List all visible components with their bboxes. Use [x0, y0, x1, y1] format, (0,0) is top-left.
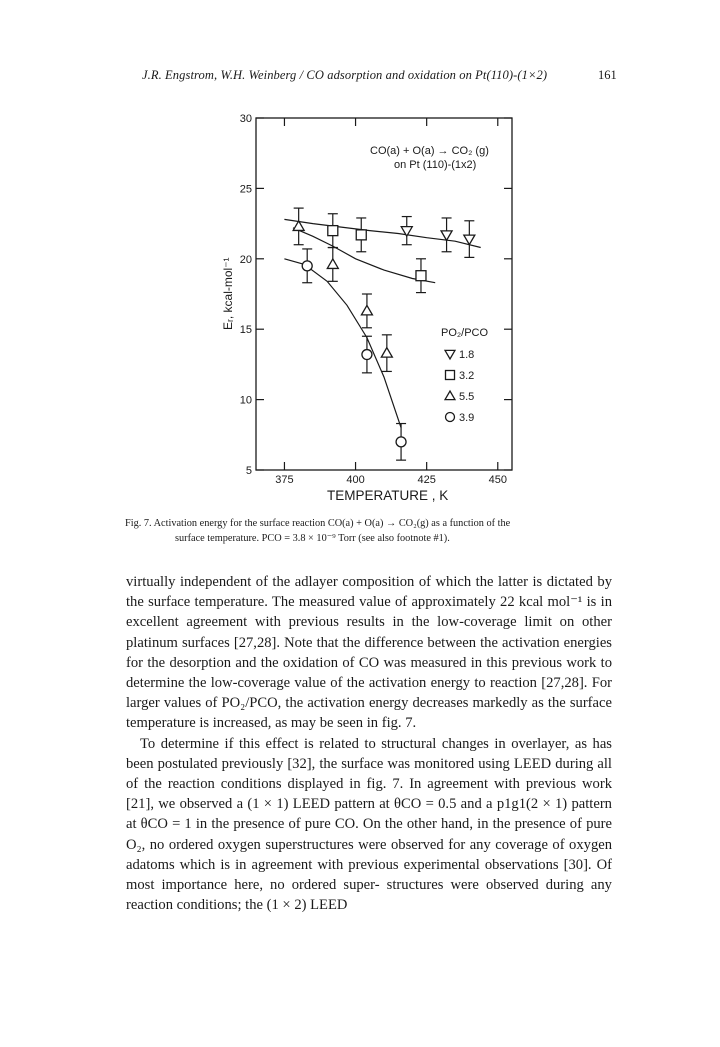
body-line: decreases markedly as the surface temperature is increased, as may be seen in	[126, 695, 612, 732]
paragraph-2	[126, 734, 612, 916]
figure-7-chart	[0, 0, 720, 520]
data-point-circle	[396, 437, 406, 447]
body-line: fig. 7.	[381, 715, 417, 732]
data-point-triangle-up	[381, 348, 392, 358]
data-point-circle	[302, 261, 312, 271]
legend-marker-triangle-up	[445, 391, 455, 400]
x-axis-label: TEMPERATURE , K	[327, 488, 449, 503]
legend-label: 3.9	[459, 412, 475, 424]
y-tick-label: 20	[239, 253, 252, 266]
legend-label: 3.2	[459, 370, 475, 382]
x-tick-label: 425	[417, 474, 436, 486]
data-point-triangle-up	[361, 305, 372, 315]
body-line: energy to reaction [27,28]. For larger values of PO₂/PCO, the activation energy	[126, 675, 612, 712]
data-point-square	[328, 226, 338, 236]
legend-label: 1.8	[459, 349, 475, 361]
legend-title: PO₂/PCO	[441, 327, 489, 339]
legend-marker-circle	[446, 413, 455, 422]
y-tick-label: 25	[239, 183, 252, 196]
body-line: experimental observations [30]. Of most importance here, no ordered super-	[126, 856, 613, 894]
x-tick-label: 450	[488, 474, 507, 486]
series-3.2	[328, 214, 426, 293]
y-axis-label: Eᵣ, kcal-mol⁻¹	[221, 257, 235, 330]
legend-label: 5.5	[459, 391, 475, 403]
y-tick-label: 30	[239, 113, 252, 125]
legend-marker-square	[446, 371, 455, 380]
body-line: has been postulated previously [32], the surface was monitored using LEED	[126, 735, 612, 772]
legend-marker-triangle-down	[445, 350, 455, 359]
data-point-square	[416, 271, 426, 281]
body-line: virtually independent of the adlayer composition of which the latter is dictated	[126, 574, 593, 590]
body-line: previous work [21], we observed a (1 × 1) LEED pattern at θCO = 0.5 and a	[126, 776, 612, 813]
y-tick-label: 15	[239, 324, 252, 337]
data-point-circle	[362, 350, 372, 360]
series-5.5	[293, 208, 392, 371]
body-line: To determine if this effect is related to structural changes in overlayer, as	[140, 735, 588, 752]
caption-line-2: surface temperature. PCO = 3.8 × 10⁻⁹ Torr (see also footnote #1).	[175, 533, 450, 544]
body-line: in the presence of pure O₂, no ordered oxygen superstructures were observed	[126, 816, 612, 853]
chart-subtitle: on Pt (110)-(1x2)	[394, 159, 477, 171]
paragraph-1	[126, 572, 612, 734]
body-line: on other platinum surfaces [27,28]. Note that the difference between the	[126, 614, 612, 651]
running-head-title: J.R. Engstrom, W.H. Weinberg / CO adsorption and oxidation on Pt(110)-(1×2)	[142, 68, 548, 82]
figure-caption	[125, 516, 655, 546]
caption-line-1: Fig. 7. Activation energy for the surface reaction CO(a) + O(a) → CO₂(g) as a function of the	[125, 518, 511, 529]
body-line: mol⁻¹ is in excellent agreement with previous results in the low-coverage limit	[126, 594, 612, 631]
data-point-square	[356, 230, 366, 240]
body-line: activation energies for the desorption and the oxidation of CO was measured	[126, 634, 612, 671]
x-tick-label: 400	[346, 474, 365, 486]
series-1.8	[401, 217, 475, 258]
body-line: in this previous work to determine the low-coverage value of the activation	[126, 654, 613, 692]
body-line: during all of the reaction conditions displayed in fig. 7. In agreement with	[126, 755, 612, 793]
page-number: 161	[598, 68, 617, 82]
y-tick-label: 10	[239, 394, 252, 407]
legend	[441, 327, 489, 424]
y-tick-label: 5	[245, 465, 252, 477]
body-text	[126, 572, 612, 915]
data-point-triangle-up	[327, 259, 338, 269]
body-line: structures were observed during any reaction conditions; the (1 × 2) LEED	[126, 877, 612, 914]
data-point-triangle-down	[441, 231, 452, 241]
body-line: by the surface temperature. The measured value of approximately 22 kcal	[126, 574, 612, 611]
chart-title: CO(a) + O(a) → CO₂ (g)	[370, 145, 489, 157]
body-line: for any coverage of oxygen adatoms which is in agreement with previous	[126, 836, 613, 873]
body-line: p1g1(2 × 1) pattern at θCO = 1 in the presence of pure CO. On the other hand,	[126, 796, 612, 833]
x-tick-label: 375	[275, 474, 294, 486]
curve-lower	[284, 259, 401, 428]
